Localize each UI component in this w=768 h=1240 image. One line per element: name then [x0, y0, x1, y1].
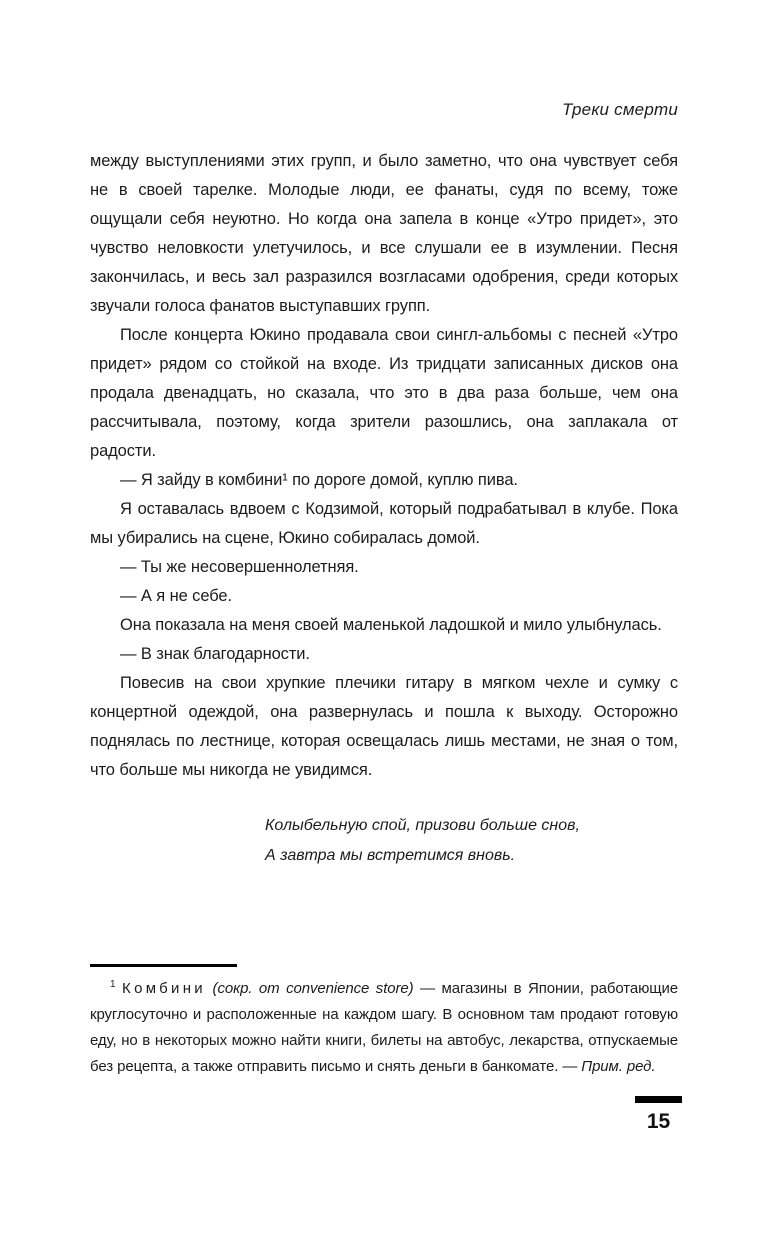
footnote-text [90, 976, 678, 1080]
page-number-bar [635, 1096, 682, 1103]
poem-line: А завтра мы встретимся вновь. [265, 847, 516, 864]
paragraph: — Ты же несовершеннолетняя. [120, 558, 359, 576]
footnote-segment: — магазины в Японии, работающие круглосуточно и расположенные на каждом шагу. В основном там продают готовую еду, но в некоторых можно найти книги, билеты на автобус, лекарства, отпускаемые без рецепта, а также отправить письмо и снять деньги в банкомате. — [90, 979, 679, 1075]
paragraph: Повесив на свои хрупкие плечики гитару в мягком чехле и сумку с концертной одеждой, она развернулась и пошла к выходу. Осторожно поднялась по лестнице, которая освещалась лишь местами, не зная о том, что больше мы никогда не увидимся. [90, 674, 678, 779]
poem [265, 811, 678, 871]
paragraph: После концерта Юкино продавала свои сингл-альбомы с песней «Утро придет» рядом со стойкой на входе. Из тридцати записанных дисков она продала двенадцать, но сказала, что это в два раза больше, чем она рассчитывала, поэтому, когда зрители разошлись, она заплакала от радости. [90, 326, 678, 460]
paragraph: — А я не себе. [120, 587, 232, 605]
paragraph: — Я зайду в комбини¹ по дороге домой, куплю пива. [120, 471, 518, 489]
page-number: 15 [646, 1110, 671, 1133]
footnote-segment: (сокр. от convenience store) [206, 979, 414, 997]
footnote-segment: Прим. ред. [581, 1057, 656, 1075]
footnote-segment: Комбини [122, 979, 206, 997]
footnote [90, 964, 678, 1080]
paragraph: — В знак благодарности. [120, 645, 310, 663]
poem-line: Колыбельную спой, призови больше снов, [265, 817, 580, 834]
footnote-divider [90, 964, 237, 967]
paragraph: Я оставалась вдвоем с Кодзимой, который подрабатывал в клубе. Пока мы убирались на сцене, Юкино собиралась домой. [90, 500, 678, 547]
page-number-block [635, 1096, 682, 1134]
body-text [90, 147, 678, 871]
paragraph: между выступлениями этих групп, и было заметно, что она чувствует себя не в своей тарелке. Молодые люди, ее фанаты, судя по всему, тоже ощущали себя неуютно. Но когда она запела в конце «Утро придет», это чувство неловкости улетучилось, и все слушали ее в изумлении. Песня закончилась, и весь зал разразился возгласами одобрения, среди которых звучали голоса фанатов выступавших групп. [90, 152, 678, 315]
body-paragraphs [90, 147, 678, 785]
footnote-marker: 1 [110, 978, 116, 990]
running-head: Треки смерти [561, 100, 678, 119]
paragraph: Она показала на меня своей маленькой ладошкой и мило улыбнулась. [120, 616, 662, 634]
